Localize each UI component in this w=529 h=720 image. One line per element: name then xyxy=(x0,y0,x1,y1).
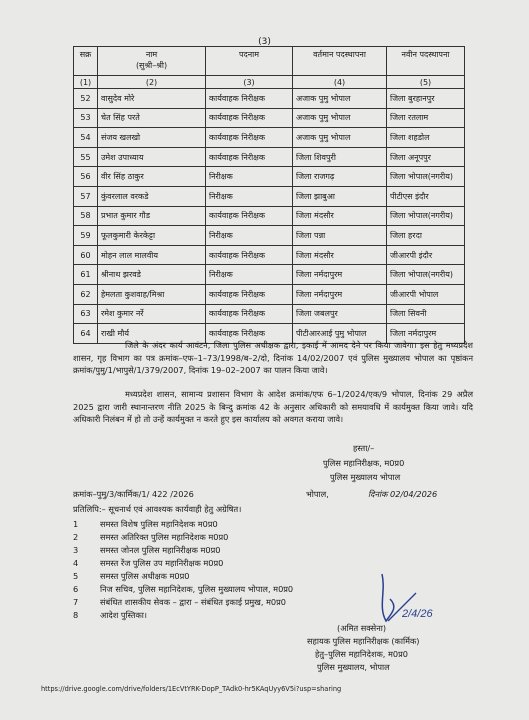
cell-name: श्रीनाथ झरवडे xyxy=(98,265,206,285)
header-current-posting: वर्तमान पदस्थापना xyxy=(293,47,387,76)
cell-new-posting: जिला शहडोल xyxy=(387,128,465,148)
cell-name: फूलकुमारी केरकेट्टा xyxy=(98,226,206,246)
cell-serial: 64 xyxy=(74,324,98,344)
order-place: भोपाल, xyxy=(306,489,329,499)
cell-designation: कार्यवाहक निरीक्षक xyxy=(206,304,293,324)
recipient-item xyxy=(73,519,218,530)
cell-name: हेमलता कुशवाह/मिश्रा xyxy=(98,284,206,304)
recipient-number: 4 xyxy=(73,558,79,568)
cell-current-posting: अजाक पुमु भोपाल xyxy=(293,128,387,148)
cell-new-posting: जिला सिवनी xyxy=(387,304,465,324)
cell-new-posting: जिला भोपाल(नगरीय) xyxy=(387,167,465,187)
cell-new-posting: जिला अनूपपुर xyxy=(387,147,465,167)
table-header-row xyxy=(74,47,465,76)
signatory-on-behalf: हेतु–पुलिस महानिदेशक, म0प्र0 xyxy=(315,649,408,659)
cell-serial: 58 xyxy=(74,206,98,226)
table-row xyxy=(74,206,465,226)
cell-current-posting: जिला झाबुआ xyxy=(293,186,387,206)
cell-serial: 54 xyxy=(74,128,98,148)
cell-designation: निरीक्षक xyxy=(206,186,293,206)
signatory-office: पुलिस मुख्यालय भोपाल xyxy=(330,472,401,482)
cell-current-posting: जिला शिवपुरी xyxy=(293,147,387,167)
cell-serial: 59 xyxy=(74,226,98,246)
table-row xyxy=(74,265,465,285)
header-new-posting: नवीन पदस्थापना xyxy=(387,47,465,76)
cell-designation: कार्यवाहक निरीक्षक xyxy=(206,206,293,226)
table-row xyxy=(74,304,465,324)
recipient-text: संबंधित शासकीय सेवक – द्वारा – संबंधित इकाई प्रमुख, म0प्र0 xyxy=(100,597,287,607)
cell-new-posting: पीटीएस इंदौर xyxy=(387,186,465,206)
cell-name: मोहन लाल मालवीय xyxy=(98,245,206,265)
cell-name: रमेश कुमार नर्रे xyxy=(98,304,206,324)
cell-current-posting: पीटीआरआई पुमु भोपाल xyxy=(293,324,387,344)
cell-designation: कार्यवाहक निरीक्षक xyxy=(206,324,293,344)
header-name-label: नाम (सुश्री–श्री) xyxy=(135,50,168,70)
recipient-number: 1 xyxy=(73,519,79,529)
page-number: (3) xyxy=(258,37,271,47)
column-number: (4) xyxy=(293,76,387,89)
cell-designation: कार्यवाहक निरीक्षक xyxy=(206,245,293,265)
cell-name: कुंवरलाल वरकडे xyxy=(98,186,206,206)
cell-new-posting: जिला भोपाल(नगरीय) xyxy=(387,265,465,285)
recipient-number: 3 xyxy=(73,545,79,555)
table-row xyxy=(74,167,465,187)
cell-serial: 52 xyxy=(74,89,98,109)
cell-designation: कार्यवाहक निरीक्षक xyxy=(206,128,293,148)
recipient-item xyxy=(73,584,293,595)
cell-new-posting: जीआरपी इंदौर xyxy=(387,245,465,265)
cell-new-posting: जिला भोपाल(नगरीय) xyxy=(387,206,465,226)
cell-name: चेत सिंह परते xyxy=(98,108,206,128)
table-row xyxy=(74,226,465,246)
signature-date: 2/4/26 xyxy=(402,608,433,620)
recipient-item xyxy=(73,558,223,569)
recipient-text: समस्त विशेष पुलिस महानिदेशक म0प्र0 xyxy=(100,519,218,529)
cell-current-posting: जिला राजगढ़ xyxy=(293,167,387,187)
table-row xyxy=(74,245,465,265)
copy-label: प्रतिलिपि:– सूचनार्थ एवं आवश्यक कार्यवाही हेतु अग्रेषित। xyxy=(73,504,242,514)
cell-serial: 60 xyxy=(74,245,98,265)
cell-designation: निरीक्षक xyxy=(206,226,293,246)
cell-current-posting: अजाक पुमु भोपाल xyxy=(293,108,387,128)
signatory-hq: पुलिस मुख्यालय, भोपाल xyxy=(317,662,390,672)
cell-current-posting: जिला मंदसौर xyxy=(293,206,387,226)
signatory-title: सहायक पुलिस महानिरीक्षक (कार्मिक) xyxy=(307,636,420,646)
cell-name: संजय खलखो xyxy=(98,128,206,148)
recipient-number: 6 xyxy=(73,584,79,594)
cell-new-posting: जिला बुरहानपुर xyxy=(387,89,465,109)
header-designation: पदनाम xyxy=(206,47,293,76)
cell-new-posting: जिला रतलाम xyxy=(387,108,465,128)
recipient-text: निज सचिव, पुलिस महानिदेशक, पुलिस मुख्यालय भोपाल, म0प्र0 xyxy=(100,584,294,594)
cell-new-posting: जिला नर्मदापुरम xyxy=(387,324,465,344)
handwritten-signature xyxy=(372,569,442,631)
cell-current-posting: जिला नर्मदापुरम xyxy=(293,284,387,304)
signatory-designation: पुलिस महानिरीक्षक, म0प्र0 xyxy=(323,458,405,468)
header-name xyxy=(98,47,206,76)
recipient-text: समस्त जोनल पुलिस महानिरीक्षक म0प्र0 xyxy=(100,545,221,555)
recipient-text: आदेश पुस्तिका। xyxy=(100,610,148,620)
signed-mark: हस्ता/– xyxy=(353,443,375,453)
header-serial: सक्र xyxy=(74,47,98,76)
recipient-item xyxy=(73,532,228,543)
cell-name: उमेश उपाध्याय xyxy=(98,147,206,167)
order-date: दिनांक 02/04/2026 xyxy=(368,489,438,499)
column-number: (5) xyxy=(387,76,465,89)
cell-name: प्रभात कुमार गौड xyxy=(98,206,206,226)
cell-designation: कार्यवाहक निरीक्षक xyxy=(206,284,293,304)
table-row xyxy=(74,147,465,167)
recipient-number: 8 xyxy=(73,610,79,620)
cell-current-posting: जिला पन्ना xyxy=(293,226,387,246)
recipient-number: 2 xyxy=(73,532,79,542)
recipient-number: 7 xyxy=(73,597,79,607)
table-row xyxy=(74,108,465,128)
footer-link[interactable]: https://drive.google.com/drive/folders/1EcVtYRK-DopP_TAdk0-hr5KAqUyy6V5i?usp=sharing xyxy=(41,685,342,693)
column-number: (2) xyxy=(98,76,206,89)
signatory-name: (अमित सक्सेना) xyxy=(337,623,387,633)
recipient-text: समस्त अतिरिक्त पुलिस महानिदेशक म0प्र0 xyxy=(100,532,229,542)
recipient-number: 5 xyxy=(73,571,79,581)
recipient-item xyxy=(73,571,190,582)
column-number-row xyxy=(74,76,465,89)
column-number: (3) xyxy=(206,76,293,89)
recipient-text: समस्त पुलिस अधीक्षक म0प्र0 xyxy=(100,571,190,581)
table-row xyxy=(74,89,465,109)
instruction-paragraph-2: मध्यप्रदेश शासन, सामान्य प्रशासन विभाग के आदेश क्रमांक/एफ 6–1/2024/एक/9 भोपाल, दिनांक 29 अप्रैल 2025 द्वारा जारी स्थानान्तरण नीति 2025 के बिन्दु क्रमांक 42 के अनुसार अधिकारी को समयावधि में कार्यमुक्त किया जावे। यदि अधिकारी निलंबन में हो तो उन्हें कार्यमुक्त न करते हुए इस कार्यालय को अवगत कराया जावे। xyxy=(73,389,473,425)
cell-new-posting: जिला हरदा xyxy=(387,226,465,246)
cell-current-posting: जिला नर्मदापुरम xyxy=(293,265,387,285)
recipient-text: समस्त रेंज पुलिस उप महानिरीक्षक म0प्र0 xyxy=(100,558,224,568)
table-row xyxy=(74,284,465,304)
column-number: (1) xyxy=(74,76,98,89)
cell-designation: कार्यवाहक निरीक्षक xyxy=(206,147,293,167)
cell-serial: 55 xyxy=(74,147,98,167)
instruction-paragraph-1: जिले के अंदर कार्य आवंटन, जिला पुलिस अधीक्षक द्वारा, इकाई में आमद देने पर किया जावेगा। इस हेतु मध्यप्रदेश शासन, गृह विभाग का पत्र क्रमांक–एफ–1–73/1998/ब–2/दो, दिनांक 14/02/2007 एवं पुलिस मुख्यालय भोपाल का पृष्ठांकन क्रमांक/पुमु/1/भापुसे/1/379/2007, दिनांक 19–02–2007 का पालन किया जावे। xyxy=(73,340,473,376)
cell-current-posting: अजाक पुमु भोपाल xyxy=(293,89,387,109)
cell-current-posting: जिला मंदसौर xyxy=(293,245,387,265)
cell-serial: 61 xyxy=(74,265,98,285)
cell-new-posting: जीआरपी भोपाल xyxy=(387,284,465,304)
cell-designation: निरीक्षक xyxy=(206,265,293,285)
cell-serial: 53 xyxy=(74,108,98,128)
cell-designation: कार्यवाहक निरीक्षक xyxy=(206,108,293,128)
cell-serial: 57 xyxy=(74,186,98,206)
order-number: क्रमांक–पुमु/3/कार्मिक/1/ 422 /2026 xyxy=(73,489,194,499)
table-row xyxy=(74,128,465,148)
cell-serial: 56 xyxy=(74,167,98,187)
cell-serial: 62 xyxy=(74,284,98,304)
cell-name: वीर सिंह ठाकुर xyxy=(98,167,206,187)
cell-name: राखी मौर्य xyxy=(98,324,206,344)
recipient-item xyxy=(73,597,286,608)
recipient-item xyxy=(73,610,147,621)
cell-name: वासुदेव मोरे xyxy=(98,89,206,109)
recipient-item xyxy=(73,545,220,556)
cell-designation: कार्यवाहक निरीक्षक xyxy=(206,89,293,109)
cell-designation: निरीक्षक xyxy=(206,167,293,187)
table-row xyxy=(74,186,465,206)
transfer-table xyxy=(73,46,465,344)
cell-serial: 63 xyxy=(74,304,98,324)
cell-current-posting: जिला जबलपुर xyxy=(293,304,387,324)
